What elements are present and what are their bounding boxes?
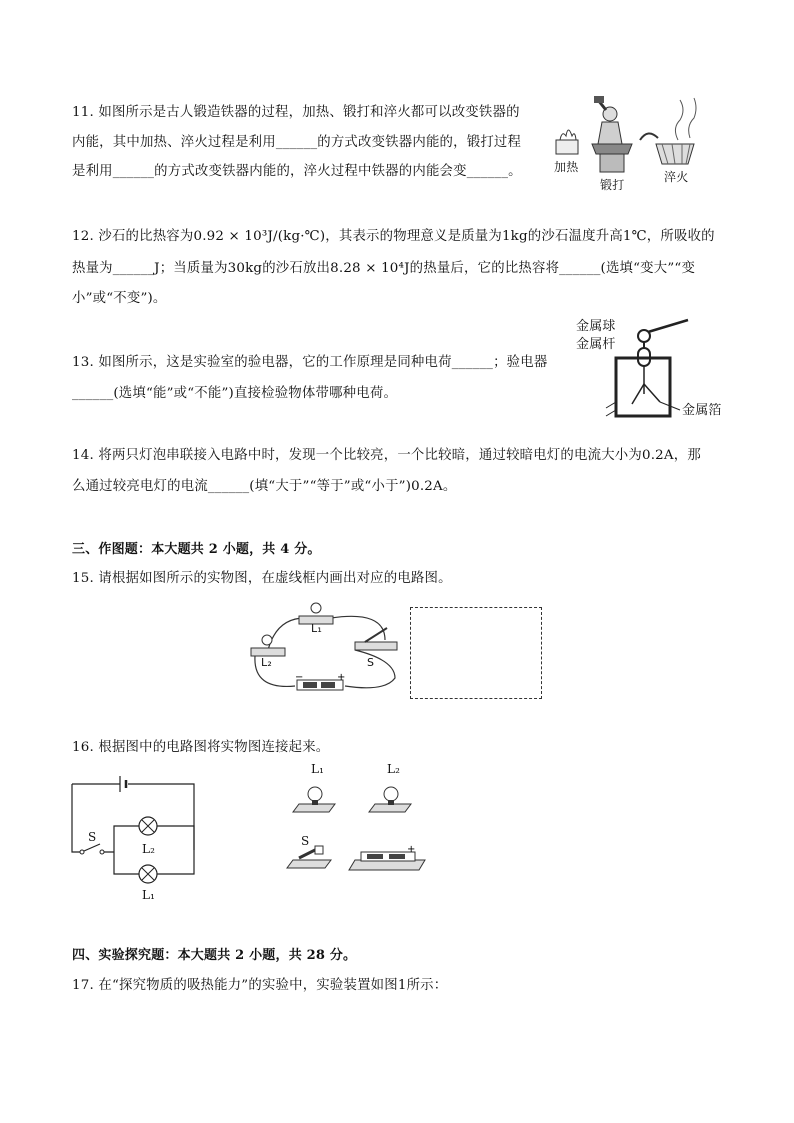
label-q16-phys-L1: L₁ xyxy=(311,762,325,776)
circuit-diagram-q16 xyxy=(68,770,208,905)
q12-line1: 12. 沙石的比热容为0.92 × 10³J/(kg·℃)，其表示的物理意义是质量为1kg的沙石温度升高1℃，所吸收的 xyxy=(72,229,715,244)
svg-text:−: − xyxy=(295,672,304,683)
svg-text:+: + xyxy=(407,844,416,855)
q11-line2: 内能，其中加热、淬火过程是利用______的方式改变铁器内能的，锻打过程 xyxy=(72,135,522,150)
q11-line1: 11. 如图所示是古人锻造铁器的过程，加热、锻打和淬火都可以改变铁器的 xyxy=(72,105,520,120)
forging-figure xyxy=(548,92,723,192)
label-metal-foil: 金属箔 xyxy=(682,403,722,418)
q12-line2: 热量为______J；当质量为30kg的沙石放出8.28 × 10⁴J的热量后，它的比热容将______(选填“变大”“变 xyxy=(72,261,696,276)
q13-line1: 13. 如图所示，这是实验室的验电器，它的工作原理是同种电荷______；验电器 xyxy=(72,355,548,370)
label-quenching: 淬火 xyxy=(664,170,689,184)
label-q15-L1: L₁ xyxy=(311,622,322,635)
electroscope-figure xyxy=(570,312,740,427)
label-q15-L2: L₂ xyxy=(261,656,272,669)
label-metal-ball: 金属球 xyxy=(576,319,616,334)
physical-components-q16 xyxy=(285,760,445,885)
q15-line1: 15. 请根据如图所示的实物图，在虚线框内画出对应的电路图。 xyxy=(72,571,452,586)
q14-line1: 14. 将两只灯泡串联接入电路中时，发现一个比较亮，一个比较暗，通过较暗电灯的电流大小为0.2A，那 xyxy=(72,448,701,463)
physical-circuit-figure-q15 xyxy=(245,600,415,695)
q14-line2: 么通过较亮电灯的电流______(填“大于”“等于”或“小于”)0.2A。 xyxy=(72,479,457,494)
section-4-heading: 四、实验探究题：本大题共 2 小题，共 28 分。 xyxy=(72,948,357,963)
svg-text:+: + xyxy=(337,672,346,683)
label-q15-S: S xyxy=(367,656,375,669)
answer-dashed-box[interactable] xyxy=(410,607,542,699)
label-q16-S: S xyxy=(88,830,97,844)
label-q16-phys-S: S xyxy=(301,834,310,848)
q13-line2: ______(选填“能”或“不能”)直接检验物体带哪种电荷。 xyxy=(72,386,398,401)
label-forging: 锻打 xyxy=(600,178,625,192)
section-3-heading: 三、作图题：本大题共 2 小题，共 4 分。 xyxy=(72,542,321,557)
label-q16-L2: L₂ xyxy=(142,842,156,856)
q17-line1: 17. 在“探究物质的吸热能力”的实验中，实验装置如图1所示： xyxy=(72,978,448,993)
q11-line3: 是利用______的方式改变铁器内能的，淬火过程中铁器的内能会变______。 xyxy=(72,164,522,179)
label-q16-L1: L₁ xyxy=(142,888,156,902)
q16-line1: 16. 根据图中的电路图将实物图连接起来。 xyxy=(72,740,330,755)
label-q16-phys-L2: L₂ xyxy=(387,762,401,776)
q12-line3: 小”或“不变”)。 xyxy=(72,291,167,306)
label-metal-rod: 金属杆 xyxy=(576,337,616,352)
label-heating: 加热 xyxy=(554,160,579,174)
